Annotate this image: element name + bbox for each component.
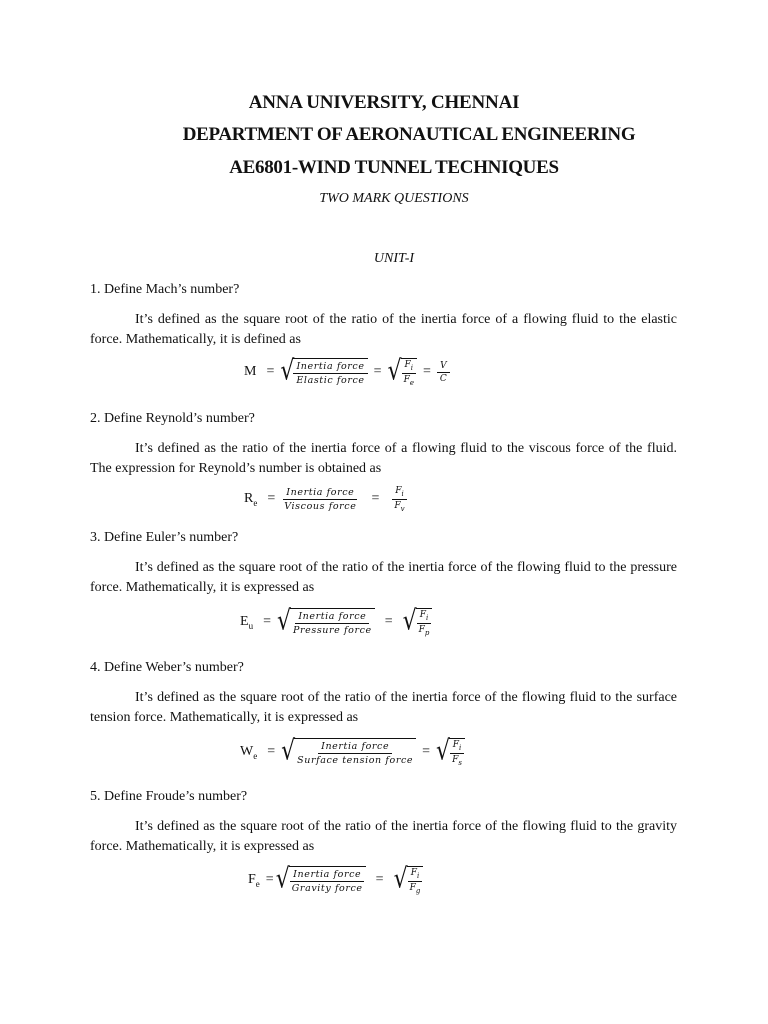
question-5: 5. Define Froude’s number? xyxy=(90,789,248,804)
university-heading: ANNA UNIVERSITY, CHENNAI xyxy=(248,92,520,113)
formula-weber: $W_e$ = √ $\frac{\text{Inertia force}}{\text{Surface tension force}}$ = √ $\frac{F_i}{F_s}$ xyxy=(240,738,465,767)
answer-5: It’s defined as the square root of the ratio of the inertia force of the flowing fluid to the gravity force. Mathematically, it is expressed as xyxy=(90,819,677,854)
formula-mach: M = √ $\frac{\text{Inertia force}}{\text{Elastic force}}$ = √ $\frac{F_i}{F_e}$ = $\frac{V}{C}$ xyxy=(244,358,450,387)
formula-reynolds: $R_e$ = $\frac{\text{Inertia force}}{\text{Viscous force}}$ = $\frac{F_i}{F_v}$ xyxy=(244,486,408,513)
answer-4: It’s defined as the square root of the ratio of the inertia force of the flowing fluid to the surface tension force. Mathematically, it is expressed as xyxy=(90,690,677,725)
answer-1: It’s defined as the square root of the ratio of the inertia force of a flowing fluid to the elastic force. Mathematically, it is defined as xyxy=(90,312,677,347)
question-3: 3. Define Euler’s number? xyxy=(90,530,239,545)
square-root: √ $\frac{\text{Inertia force}}{\text{Elastic force}}$ xyxy=(280,358,367,386)
department-heading: DEPARTMENT OF AERONAUTICAL ENGINEERING xyxy=(182,124,636,145)
question-2: 2. Define Reynold’s number? xyxy=(90,411,255,426)
course-heading: AE6801-WIND TUNNEL TECHNIQUES xyxy=(229,157,559,178)
square-root: √ $\frac{F_i}{F_e}$ xyxy=(388,358,417,387)
unit-heading: UNIT-I xyxy=(373,251,415,266)
answer-2: It’s defined as the ratio of the inertia force of a flowing fluid to the viscous force of the fluid. The expression for Reynold’s number is obtained as xyxy=(90,441,677,476)
question-1: 1. Define Mach’s number? xyxy=(90,282,240,297)
question-4: 4. Define Weber’s number? xyxy=(90,660,244,675)
formula-froude: $F_e$ = √ $\frac{\text{Inertia force}}{\text{Gravity force}}$ = √ $\frac{F_i}{F_g}$ xyxy=(248,866,423,895)
velocity-ratio: $\frac{V}{C}$ xyxy=(437,361,450,384)
formula-lhs: M xyxy=(244,363,257,379)
formula-euler: $E_u$ = √ $\frac{\text{Inertia force}}{\text{Pressure force}}$ = √ $\frac{F_i}{F_p}$ xyxy=(240,608,432,637)
section-subtitle: TWO MARK QUESTIONS xyxy=(319,191,469,206)
answer-3: It’s defined as the square root of the ratio of the inertia force of the flowing fluid to the pressure force. Mathematically, it is expressed as xyxy=(90,560,677,595)
